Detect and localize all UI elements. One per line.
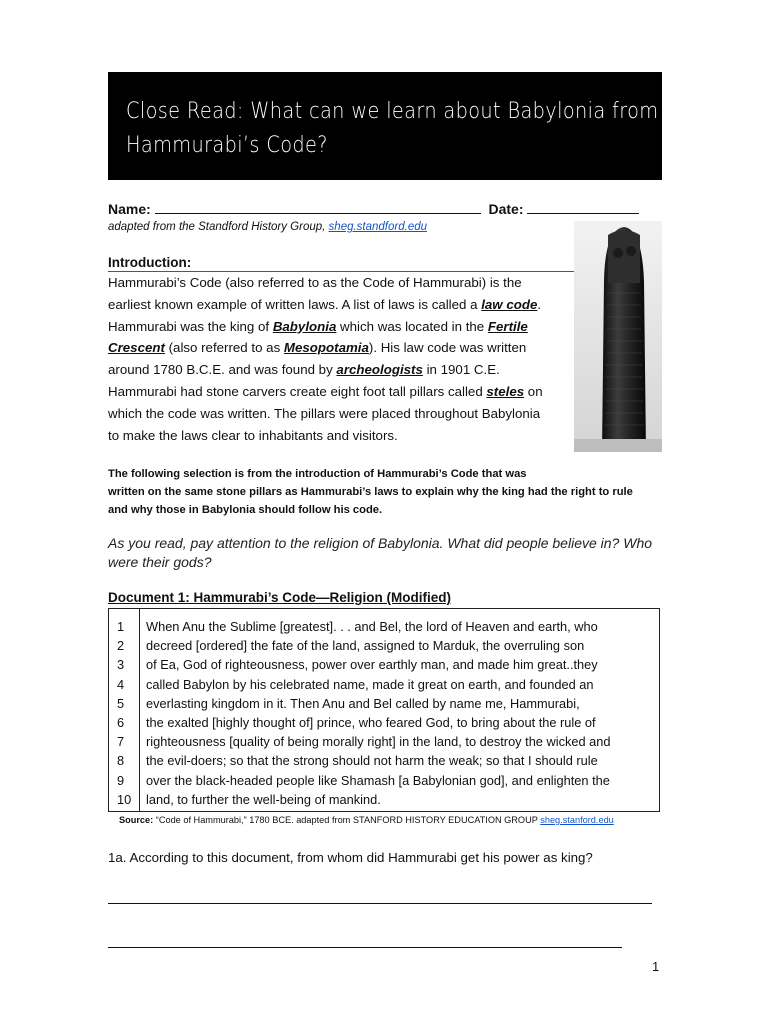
intro-text: around 1780 B.C.E. and was found by archeologists in 1901 C.E. bbox=[108, 362, 500, 378]
date-label: Date: bbox=[488, 201, 524, 217]
keyword-crescent: Crescent bbox=[108, 340, 165, 356]
name-label: Name: bbox=[108, 201, 151, 217]
intro-text: Hammurabi had stone carvers create eight foot tall pillars called steles on bbox=[108, 383, 543, 399]
adapted-link[interactable]: sheg.standford.edu bbox=[328, 221, 428, 233]
line-number: 9 bbox=[117, 772, 125, 788]
line-number: 2 bbox=[117, 638, 125, 654]
document-line: righteousness [quality of being morally right] in the land, to destroy the wicked and bbox=[146, 734, 611, 750]
line-number: 10 bbox=[117, 791, 132, 807]
document-line: everlasting kingdom in it. Then Anu and Bel called by name me, Hammurabi, bbox=[146, 695, 580, 711]
selection-text: The following selection is from the introduction of Hammurabi’s Code that was bbox=[108, 468, 527, 480]
source-link[interactable]: sheg.stanford.edu bbox=[540, 815, 614, 825]
keyword-archeologists: archeologists bbox=[336, 362, 423, 378]
selection-text: and why those in Babylonia should follow his code. bbox=[108, 504, 383, 516]
answer-line-1[interactable] bbox=[108, 903, 652, 904]
adapted-credit bbox=[108, 221, 427, 233]
document-title: Document 1: Hammurabi’s Code—Religion (Modified) bbox=[108, 590, 452, 605]
keyword-fertile: Fertile bbox=[487, 318, 528, 334]
name-date-line bbox=[108, 201, 639, 217]
document-line: land, to further the well-being of mankind. bbox=[146, 791, 381, 807]
document-line: decreed [ordered] the fate of the land, assigned to Marduk, the overruling son bbox=[146, 638, 585, 654]
intro-paragraph bbox=[108, 272, 568, 446]
title-line-1: Close Read: What can we learn about Babylonia from bbox=[126, 98, 659, 124]
intro-text: Hammurabi was the king of Babylonia which was located in the Fertile bbox=[108, 318, 528, 334]
intro-text: Crescent (also referred to as Mesopotamia). His law code was written bbox=[108, 340, 527, 356]
page-number: 1 bbox=[652, 959, 660, 974]
selection-note bbox=[108, 465, 668, 519]
stele-image bbox=[574, 221, 662, 452]
stele-photo bbox=[574, 221, 662, 452]
document-line: over the black-headed people like Shamash [a Babylonian god], and enlighten the bbox=[146, 772, 610, 788]
line-number: 1 bbox=[117, 619, 125, 634]
title-banner bbox=[108, 72, 662, 180]
document-line: the exalted [highly thought of] prince, who feared God, to bring about the rule of bbox=[146, 714, 596, 730]
document-line: of Ea, God of righteousness, power over earthly man, and made him great..they bbox=[146, 657, 598, 673]
document-text bbox=[146, 617, 611, 809]
line-number: 8 bbox=[117, 753, 125, 769]
date-field[interactable] bbox=[527, 201, 639, 214]
name-field[interactable] bbox=[155, 201, 481, 214]
document-line: When Anu the Sublime [greatest]. . . and Bel, the lord of Heaven and earth, who bbox=[146, 619, 598, 634]
selection-text: written on the same stone pillars as Hammurabi’s laws to explain why the king had the right to rule bbox=[108, 486, 633, 498]
line-number: 4 bbox=[117, 676, 125, 692]
line-number: 6 bbox=[117, 714, 125, 730]
line-number-column bbox=[109, 609, 140, 811]
keyword-babylonia: Babylonia bbox=[272, 318, 337, 334]
question-1a: 1a. According to this document, from whom did Hammurabi get his power as king? bbox=[108, 850, 593, 865]
document-box bbox=[108, 608, 660, 812]
answer-line-2[interactable] bbox=[108, 947, 622, 948]
document-line: the evil-doers; so that the strong should not harm the weak; so that I should rule bbox=[146, 753, 598, 769]
intro-text: which the code was written. The pillars were placed throughout Babylonia bbox=[108, 405, 541, 421]
keyword-steles: steles bbox=[486, 383, 525, 399]
read-prompt-text: were their gods? bbox=[108, 554, 212, 570]
intro-heading: Introduction: bbox=[108, 255, 192, 270]
document-line: called Babylon by his celebrated name, made it great on earth, and founded an bbox=[146, 676, 594, 692]
keyword-law-code: law code bbox=[481, 296, 538, 312]
intro-text: earliest known example of written laws. A list of laws is called a law code. bbox=[108, 296, 542, 312]
source-label: Source: bbox=[119, 815, 154, 825]
line-number: 7 bbox=[117, 734, 125, 750]
intro-text: to make the laws clear to inhabitants and visitors. bbox=[108, 427, 398, 443]
read-prompt-text: As you read, pay attention to the religion of Babylonia. What did people believe in? Who bbox=[108, 535, 653, 551]
read-prompt bbox=[108, 534, 668, 572]
keyword-mesopotamia: Mesopotamia bbox=[283, 340, 369, 356]
source-text: “Code of Hammurabi,” 1780 BCE. adapted from STANFORD HISTORY EDUCATION GROUP bbox=[153, 815, 541, 825]
intro-text: Hammurabi’s Code (also referred to as the Code of Hammurabi) is the bbox=[108, 275, 522, 290]
title-line-2: Hammurabi’s Code? bbox=[126, 132, 328, 158]
line-number: 3 bbox=[117, 657, 125, 673]
adapted-prefix: adapted from the Standford History Group, bbox=[108, 221, 329, 233]
line-number: 5 bbox=[117, 695, 125, 711]
source-citation bbox=[119, 815, 614, 825]
